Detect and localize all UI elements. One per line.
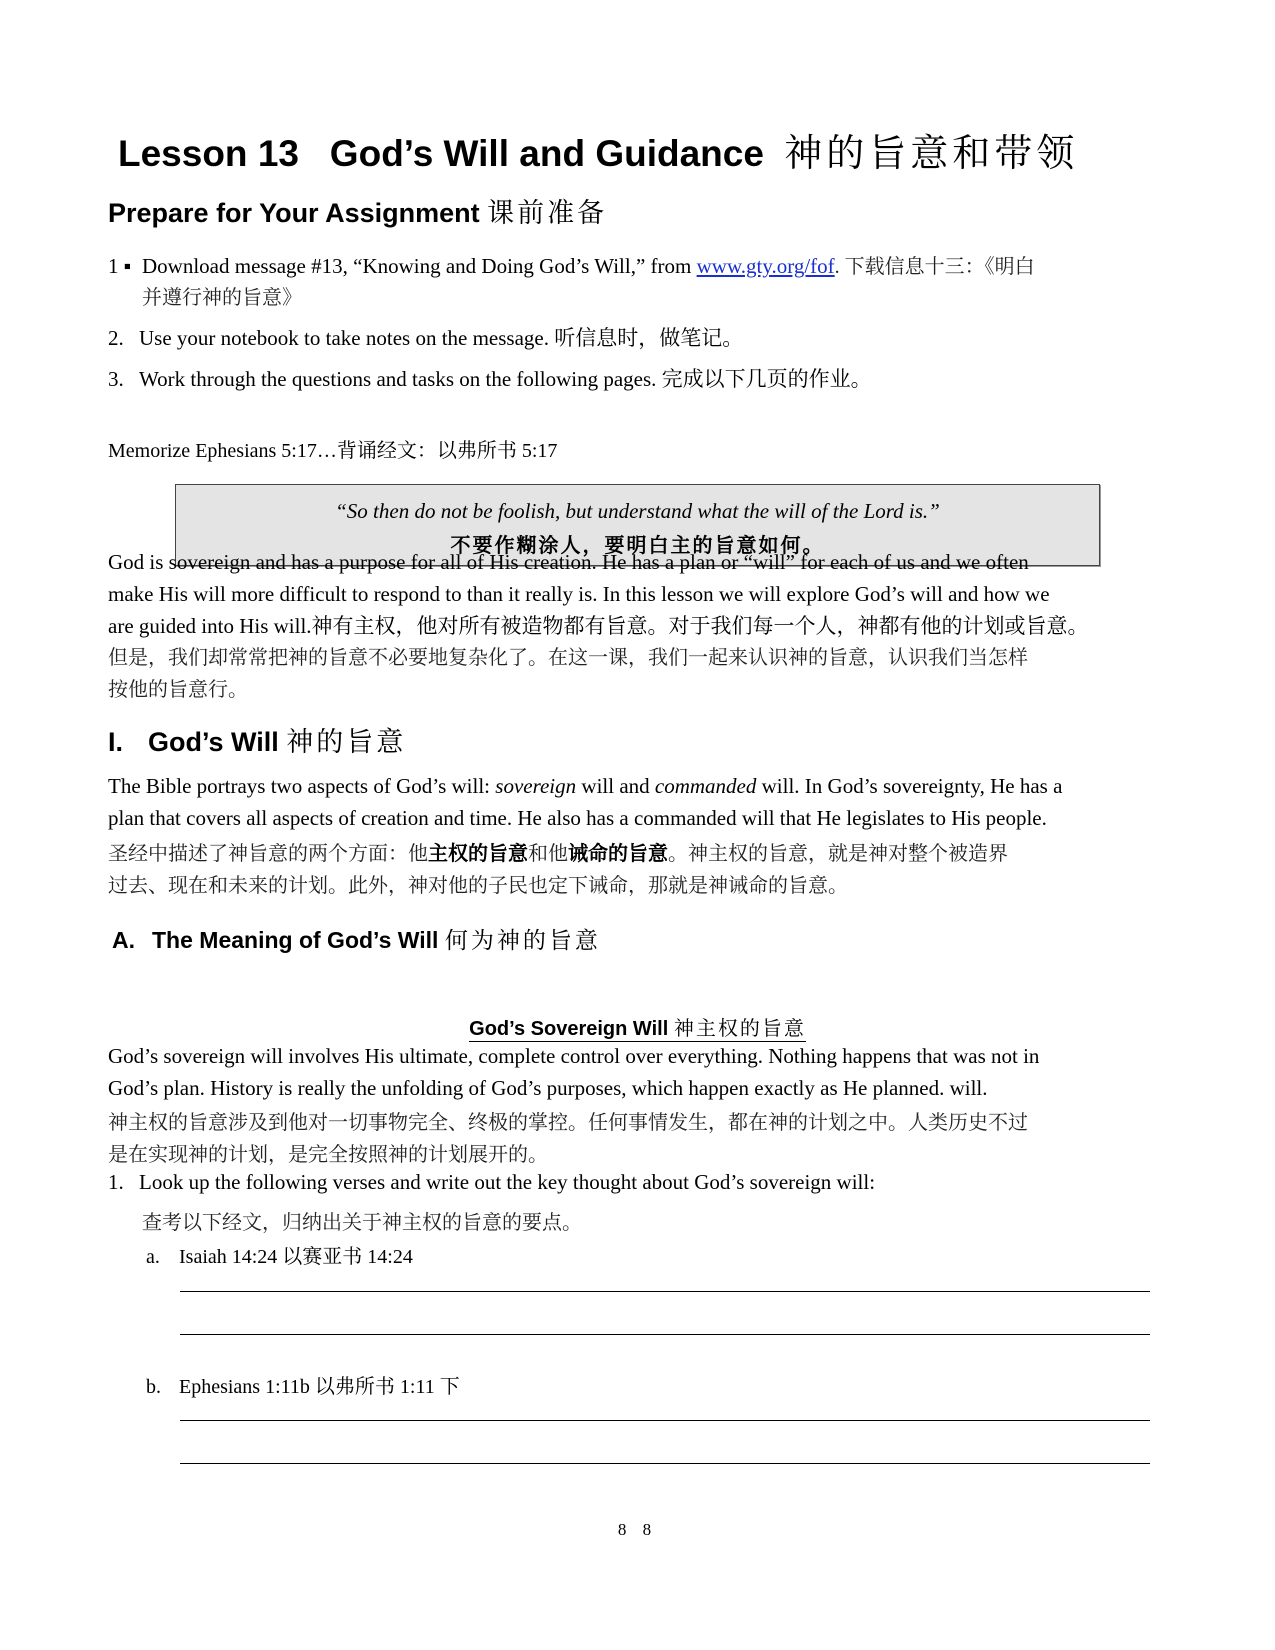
lesson-title-zh: 神的旨意和带领 [784,131,1079,175]
section-a-paragraph-zh [108,1107,1108,1171]
section-heading-en: The Meaning of God’s Will [152,927,439,953]
intro-line: are guided into His will.神有主权，他对所有被造物都有旨意。对于我们每一个人，神都有他的计划或旨意。 [108,614,1089,638]
text-run: The Bible portrays two aspects of God’s will: [108,774,496,798]
question-number: 1. [108,1170,124,1194]
para-line: God’s sovereign will involves His ultimate, complete control over everything. Nothing happens that was not in [108,1044,1040,1068]
item-number: 3. [108,367,124,391]
item-text-zh: . 下载信息十三：《明白 [834,256,1035,278]
prepare-item-1 [108,250,1035,279]
section-1-paragraph-en [108,770,1108,834]
subheading-en: God’s Sovereign Will [469,1018,669,1040]
question-1 [108,1170,875,1195]
item-number: 2. [108,326,124,350]
prepare-item-1-continuation: 并遵行神的旨意》 [142,287,302,309]
answer-line[interactable] [180,1291,1150,1292]
item-text: Use your notebook to take notes on the message. 听信息时，做笔记。 [139,326,744,350]
prepare-heading-zh: 课前准备 [487,198,608,229]
section-heading-en: God’s Will [148,727,279,757]
section-a-heading [112,922,601,955]
question-part-b [146,1370,460,1399]
sovereign-will-subheading [0,1012,1275,1041]
text-run: 和他 [528,843,568,865]
lesson-title-en: Lesson 13 God’s Will and Guidance [118,133,764,174]
intro-line: 按他的旨意行。 [108,679,248,701]
gty-link[interactable]: www.gty.org/fof [696,254,835,278]
subheading-zh: 神主权的旨意 [673,1016,806,1040]
prepare-item-2 [108,322,743,352]
part-reference: Isaiah 14:24 以赛亚书 14:24 [179,1246,413,1268]
item-text: Work through the questions and tasks on the following pages. 完成以下几页的作业。 [139,367,872,391]
para-line: 是在实现神的计划，是完全按照神的计划展开的。 [108,1144,548,1166]
section-heading-zh: 神的旨意 [286,727,407,758]
answer-line[interactable] [180,1334,1150,1335]
item-number: 1 ▪ [108,254,132,278]
prepare-item-3 [108,363,872,393]
question-part-a [146,1240,413,1269]
memorize-label: Memorize Ephesians 5:17…背诵经文：以弗所书 5:17 [108,440,558,462]
question-1-zh: 查考以下经文，归纳出关于神主权的旨意的要点。 [142,1212,582,1234]
para-line: 过去、现在和未来的计划。此外，神对他的子民也定下诫命，那就是神诫命的旨意。 [108,875,848,897]
answer-line[interactable] [180,1463,1150,1464]
intro-paragraph [108,546,1108,706]
page-number: 8 8 [617,1520,658,1539]
question-text-en: Look up the following verses and write out the key thought about God’s sovereign will: [139,1170,876,1194]
para-line [108,770,1108,802]
text-run: will and [576,774,655,798]
part-reference: Ephesians 1:11b 以弗所书 1:11 下 [179,1376,460,1398]
lesson-title [118,122,1078,177]
prepare-heading [108,191,607,230]
intro-line: make His will more difficult to respond to than it really is. In this lesson we will explore God’s will and how we [108,582,1050,606]
text-run: will. In God’s sovereignty, He has a [756,774,1063,798]
bold-sovereign-will: 主权的旨意 [428,843,528,865]
para-line [108,838,1108,870]
memory-verse-zh: 不要作糊涂人，要明白主的旨意如何。 [450,533,825,557]
part-label: b. [146,1376,161,1398]
section-1-heading [108,720,406,759]
section-a-paragraph-en [108,1040,1108,1104]
para-line: 神主权的旨意涉及到他对一切事物完全、终极的掌控。任何事情发生，都在神的计划之中。人类历史不过 [108,1112,1028,1134]
section-number: I. [108,727,124,757]
italic-sovereign: sovereign [495,774,577,798]
intro-line: 但是，我们却常常把神的旨意不必要地复杂化了。在这一课，我们一起来认识神的旨意，认识我们当怎样 [108,647,1028,669]
prepare-heading-en: Prepare for Your Assignment [108,198,480,228]
memory-verse-en: “So then do not be foolish, but understand what the will of the Lord is.” [335,499,940,523]
part-label: a. [146,1246,160,1268]
para-line: God’s plan. History is really the unfolding of God’s purposes, which happen exactly as He planned. will. [108,1076,988,1100]
section-1-paragraph-zh [108,838,1108,902]
section-number: A. [112,927,135,953]
italic-commanded: commanded [654,774,757,798]
intro-line: God is sovereign and has a purpose for all of His creation. He has a plan or “will” for each of us and we often [108,550,1029,574]
subheading-underlined [469,1018,806,1042]
text-run: 。神主权的旨意，就是神对整个被造界 [668,843,1008,865]
text-run: 圣经中描述了神旨意的两个方面：他 [108,843,428,865]
answer-line[interactable] [180,1420,1150,1421]
section-heading-zh: 何为神的旨意 [444,928,601,954]
para-line: plan that covers all aspects of creation and time. He also has a commanded will that He legislates to His people. [108,806,1047,830]
bold-commanded-will: 诫命的旨意 [568,843,668,865]
item-text: Download message #13, “Knowing and Doing God’s Will,” from [142,254,697,278]
